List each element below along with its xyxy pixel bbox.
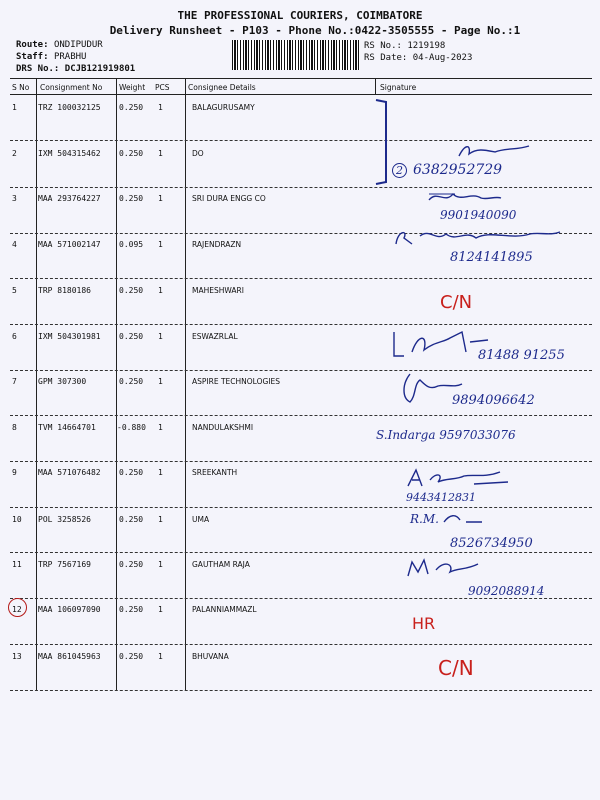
signature-row11 [404, 556, 484, 582]
row-weight: 0.250 [119, 332, 144, 341]
row-consignee: UMA [192, 515, 210, 524]
row-weight: 0.250 [119, 194, 144, 203]
handwritten-mark-row12: HR [412, 614, 436, 633]
handwritten-phone-row3: 9901940090 [440, 208, 517, 222]
row-pcs: 1 [158, 377, 163, 386]
row-pcs: 1 [158, 103, 163, 112]
row-consignment: IXM 504301981 [38, 332, 101, 341]
handwritten-note-row8: S.Indarga 9597033076 [376, 428, 516, 442]
row-consignee: SRI DURA ENGG CO [192, 194, 266, 203]
handwritten-mark-row5: C/N [440, 292, 473, 313]
row-separator [10, 507, 592, 508]
row-sno: 8 [12, 423, 17, 432]
handwritten-phone-row10: 8526734950 [450, 536, 533, 551]
table-header-rule [10, 94, 592, 95]
handwritten-initials-row10: R.M. [410, 512, 439, 526]
row-separator [10, 278, 592, 279]
row-pcs: 1 [158, 194, 163, 203]
phone-row2-text: 6382952729 [413, 162, 503, 178]
row-consignment: TRZ 100032125 [38, 103, 101, 112]
handwritten-phone-row9: 9443412831 [406, 491, 476, 504]
signature-row2 [455, 140, 535, 164]
row-sno: 13 [12, 652, 22, 661]
row-consignment: GPM 307300 [38, 377, 87, 386]
row-pcs: 1 [158, 240, 163, 249]
row-weight: 0.250 [119, 468, 144, 477]
row-pcs: 1 [158, 286, 163, 295]
handwritten-phone-row2: 2 6382952729 [392, 162, 502, 178]
table-top-rule [10, 78, 592, 79]
drs-label: DRS No.: [16, 64, 65, 74]
row-weight: 0.250 [119, 149, 144, 158]
row-pcs: 1 [158, 149, 163, 158]
row-sno: 7 [12, 377, 17, 386]
route-value: ONDIPUDUR [53, 40, 103, 50]
row-sno: 6 [12, 332, 17, 341]
staff-value: PRABHU [53, 52, 87, 62]
row-consignment: MAA 861045963 [38, 652, 101, 661]
staff-line [16, 51, 86, 63]
handwritten-phone-row6: 81488 91255 [478, 348, 565, 363]
row-consignment: IXM 504315462 [38, 149, 101, 158]
row-consignment: MAA 571076482 [38, 468, 101, 477]
row-pcs: 1 [158, 332, 163, 341]
row-separator [10, 461, 592, 462]
row-sno: 9 [12, 468, 17, 477]
row-weight: 0.250 [119, 286, 144, 295]
drs-value: DCJB121919801 [64, 64, 136, 74]
row-weight: 0.095 [119, 240, 144, 249]
row-weight: 0.250 [119, 652, 144, 661]
col-header-weight: Weight [119, 83, 146, 92]
row-separator [10, 690, 592, 691]
row-consignee: MAHESHWARI [192, 286, 244, 295]
row-consignee: RAJENDRAZN [192, 240, 242, 249]
row-consignee: PALANNIAMMAZL [192, 605, 257, 614]
row-consignee: BALAGURUSAMY [192, 103, 255, 112]
row-weight: 0.250 [119, 377, 144, 386]
row-separator [10, 370, 592, 371]
row-pcs: 1 [158, 652, 163, 661]
row-sno: 12 [12, 605, 22, 614]
signature-row3 [425, 186, 505, 210]
staff-label: Staff: [16, 52, 54, 62]
col-header-signature: Signature [380, 83, 417, 92]
col-header-pcs: PCS [155, 83, 170, 92]
row-pcs: 1 [158, 515, 163, 524]
row-separator [10, 415, 592, 416]
route-line [16, 39, 103, 51]
row-consignee: NANDULAKSHMI [192, 423, 254, 432]
row-sno: 2 [12, 149, 17, 158]
row-consignee: DO [192, 149, 204, 158]
drs-line [16, 63, 135, 75]
col-header-consignment: Consignment No [40, 83, 103, 92]
row-pcs: 1 [158, 605, 163, 614]
row-consignment: TVM 14664701 [38, 423, 96, 432]
row-sno: 5 [12, 286, 17, 295]
row-weight: -0.880 [117, 423, 146, 432]
row-sno: 11 [12, 560, 22, 569]
row-consignment: TRP 7567169 [38, 560, 91, 569]
row-consignment: MAA 293764227 [38, 194, 101, 203]
row-separator [10, 598, 592, 599]
row-sno: 3 [12, 194, 17, 203]
row-sno: 1 [12, 103, 17, 112]
row-separator [10, 324, 592, 325]
row-consignee: ESWAZRLAL [192, 332, 238, 341]
runsheet-subtitle: Delivery Runsheet - P103 - Phone No.:0422-3505555 - Page No.:1 [109, 24, 521, 37]
handwritten-phone-row4: 8124141895 [450, 250, 533, 265]
row-weight: 0.250 [119, 605, 144, 614]
col-header-sno: S No [12, 83, 30, 92]
rs-number: RS No.: 1219198 [364, 41, 446, 51]
signature-row4 [390, 224, 570, 250]
row-consignment: MAA 571002147 [38, 240, 101, 249]
company-title: THE PROFESSIONAL COURIERS, COIMBATORE [177, 9, 423, 22]
row-consignment: POL 3258526 [38, 515, 91, 524]
signature-row9 [404, 466, 514, 492]
column-divider [375, 78, 376, 94]
row-pcs: 1 [158, 560, 163, 569]
row-consignee: GAUTHAM RAJA [192, 560, 250, 569]
row-separator [10, 552, 592, 553]
row-sno: 10 [12, 515, 22, 524]
row-weight: 0.250 [119, 515, 144, 524]
row-consignment: MAA 106097090 [38, 605, 101, 614]
col-header-consignee: Consignee Details [188, 83, 256, 92]
row-pcs: 1 [158, 468, 163, 477]
row-pcs: 1 [158, 423, 163, 432]
row-sno: 4 [12, 240, 17, 249]
handwritten-mark-row13: C/N [438, 656, 474, 680]
row-weight: 0.250 [119, 560, 144, 569]
row-consignee: ASPIRE TECHNOLOGIES [192, 377, 281, 386]
barcode-image [232, 40, 360, 70]
handwritten-phone-row7: 9894096642 [452, 393, 535, 408]
row-separator [10, 644, 592, 645]
route-label: Route: [16, 40, 54, 50]
row-weight: 0.250 [119, 103, 144, 112]
signature-row10 [440, 510, 500, 530]
rs-date: RS Date: 04-Aug-2023 [364, 53, 473, 63]
row-consignee: SREEKANTH [192, 468, 238, 477]
handwritten-phone-row11: 9092088914 [468, 584, 545, 598]
row-consignee: BHUVANA [192, 652, 229, 661]
row-consignment: TRP 8180186 [38, 286, 91, 295]
